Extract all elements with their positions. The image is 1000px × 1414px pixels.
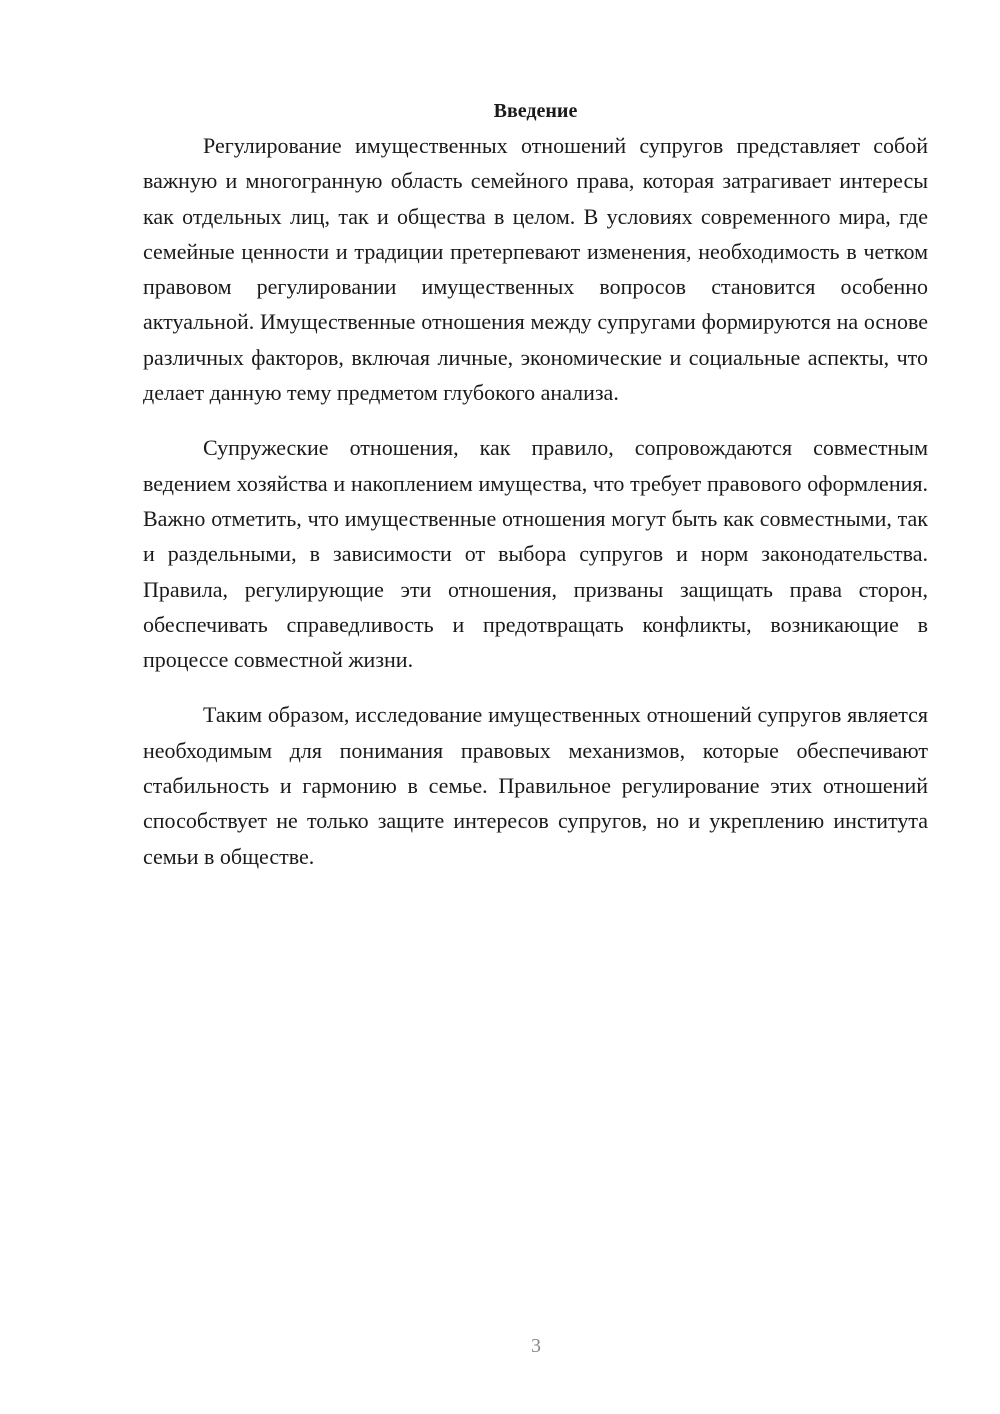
paragraph-2: Супружеские отношения, как правило, сопровождаются совместным ведением хозяйства и накоплением имущества, что требует правового оформления. Важно отметить, что имущественные отношения могут быть как совместными, так и раздельными, в зависимости от выбора супругов и норм законодательства. Правила, регулирующие эти отношения, призваны защищать права сторон, обеспечивать справедливость и предотвращать конфликты, возникающие в процессе совместной жизни. (143, 435, 928, 673)
paragraph-3: Таким образом, исследование имущественных отношений супругов является необходимым для понимания правовых механизмов, которые обеспечивают стабильность и гармонию в семье. Правильное регулирование этих отношений способствует не только защите интересов супругов, но и укреплению института семьи в обществе. (143, 702, 928, 869)
section-heading: Введение (493, 100, 578, 122)
page-number: 3 (531, 1335, 541, 1357)
page-content (143, 96, 928, 894)
paragraph-1: Регулирование имущественных отношений супругов представляет собой важную и многогранную область семейного права, которая затрагивает интересы как отдельных лиц, так и общества в целом. В условиях современного мира, где семейные ценности и традиции претерпевают изменения, необходимость в четком правовом регулировании имущественных вопросов становится особенно актуальной. Имущественные отношения между супругами формируются на основе различных факторов, включая личные, экономические и социальные аспекты, что делает данную тему предметом глубокого анализа. (143, 133, 928, 406)
